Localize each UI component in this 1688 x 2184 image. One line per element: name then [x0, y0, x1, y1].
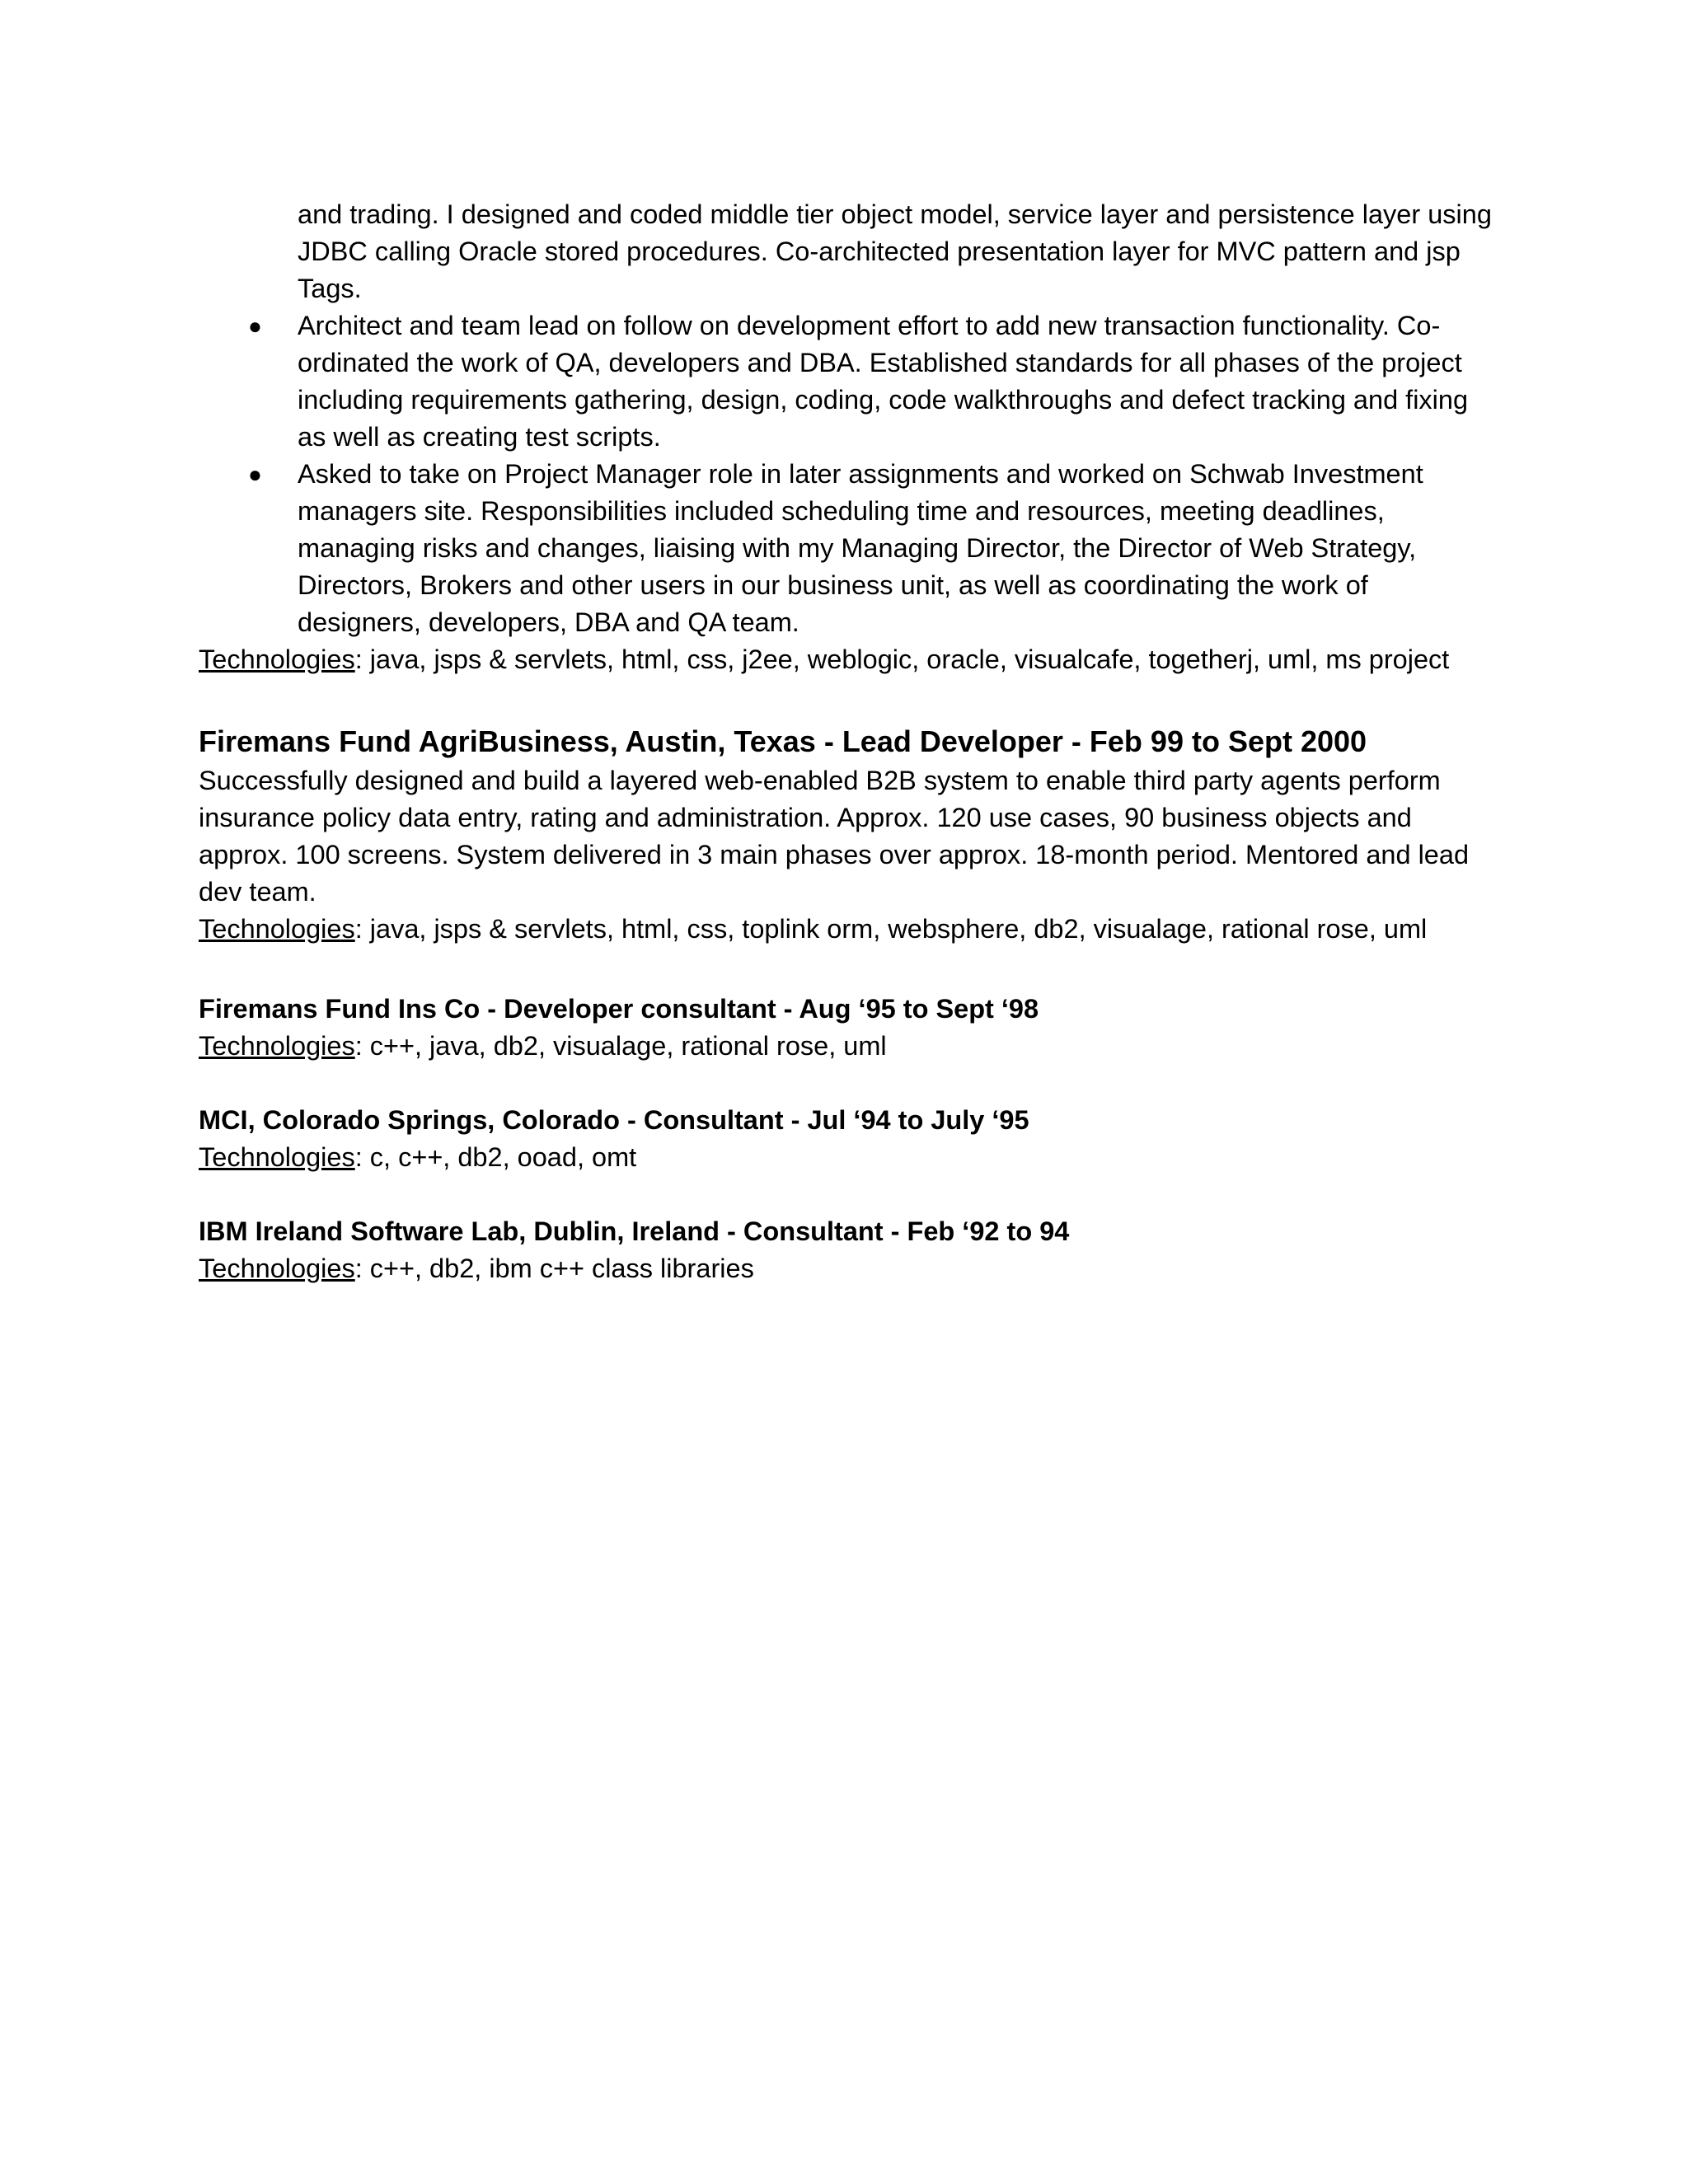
- resume-page: [199, 196, 1493, 1287]
- bullet-icon: ●: [248, 313, 262, 339]
- technologies-line: [199, 1139, 1493, 1176]
- list-item-text: Asked to take on Project Manager role in later assignments and worked on Schwab Investment managers site. Responsibilities included scheduling time and resources, meeting deadlines, managing risks and changes, liaising with my Managing Director, the Director of Web Strategy, Directors, Brokers and other users in our business unit, as well as coordinating the work of designers, developers, DBA and QA team.: [298, 459, 1423, 637]
- list-item: [199, 456, 1493, 641]
- section-spacer: [199, 948, 1493, 991]
- schwab-responsibilities-list: [199, 307, 1493, 641]
- technologies-label: Technologies: [199, 1142, 355, 1172]
- intro-continuation-text: and trading. I designed and coded middle tier object model, service layer and persistence layer using JDBC calling Oracle stored procedures. Co-architected presentation layer for MVC pattern and jsp Tags.: [298, 199, 1492, 303]
- technologies-list: : java, jsps & servlets, html, css, j2ee, weblogic, oracle, visualcafe, togetherj, uml, ms project: [354, 644, 1450, 674]
- technologies-list: : c++, java, db2, visualage, rational rose, uml: [354, 1031, 887, 1061]
- technologies-label: Technologies: [199, 1254, 355, 1283]
- technologies-list: : c++, db2, ibm c++ class libraries: [354, 1254, 754, 1283]
- technologies-line: [199, 641, 1493, 678]
- technologies-list: : c, c++, db2, ooad, omt: [354, 1142, 637, 1172]
- job-heading: MCI, Colorado Springs, Colorado - Consultant - Jul ‘94 to July ‘95: [199, 1105, 1029, 1135]
- list-item: [199, 307, 1493, 456]
- technologies-list: : java, jsps & servlets, html, css, toplink orm, websphere, db2, visualage, rational rose, uml: [354, 914, 1428, 944]
- section-spacer: [199, 678, 1493, 721]
- technologies-label: Technologies: [199, 644, 355, 674]
- section-spacer: [199, 1065, 1493, 1102]
- technologies-label: Technologies: [199, 914, 355, 944]
- technologies-line: [199, 911, 1493, 948]
- list-item-text: Architect and team lead on follow on development effort to add new transaction functionality. Co-ordinated the work of QA, developers and DBA. Established standards for all phases of the project including requirements gathering, design, coding, code walkthroughs and defect tracking and fixing as well as creating test scripts.: [298, 311, 1469, 452]
- job-heading: Firemans Fund AgriBusiness, Austin, Texas - Lead Developer - Feb 99 to Sept 2000: [199, 724, 1367, 758]
- technologies-label: Technologies: [199, 1031, 355, 1061]
- technologies-line: [199, 1028, 1493, 1065]
- technologies-line: [199, 1250, 1493, 1287]
- job-description: Successfully designed and build a layered web-enabled B2B system to enable third party agents perform insurance policy data entry, rating and administration. Approx. 120 use cases, 90 business objects and approx. 100 screens. System delivered in 3 main phases over approx. 18-month period. Mentored and lead dev team.: [199, 766, 1470, 907]
- job-heading: IBM Ireland Software Lab, Dublin, Ireland - Consultant - Feb ‘92 to 94: [199, 1216, 1070, 1246]
- section-spacer: [199, 1176, 1493, 1213]
- bullet-icon: ●: [248, 462, 262, 487]
- job-heading: Firemans Fund Ins Co - Developer consultant - Aug ‘95 to Sept ‘98: [199, 994, 1039, 1024]
